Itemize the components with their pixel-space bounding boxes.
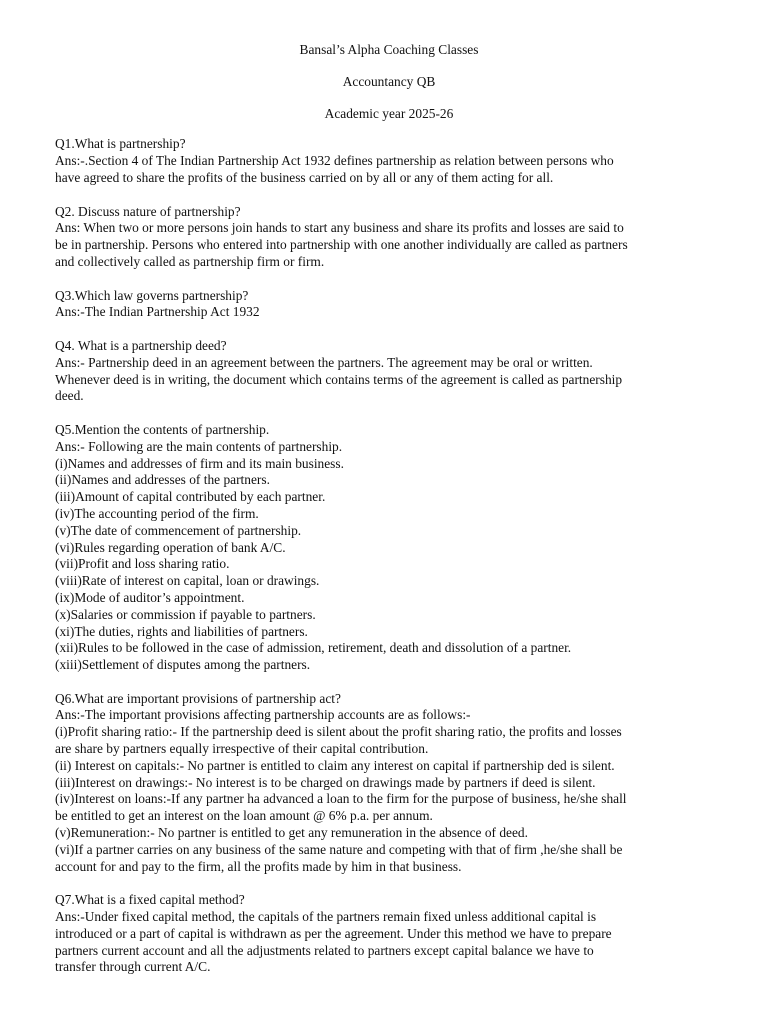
question-block-6 (55, 691, 723, 876)
answer-line: (xi)The duties, rights and liabilities of partners. (55, 623, 308, 639)
answer-line: (xii)Rules to be followed in the case of admission, retirement, death and dissolution of a partner. (55, 640, 572, 656)
answer-line: Ans:- Partnership deed in an agreement between the partners. The agreement may be oral or written. (55, 354, 593, 370)
academic-year: Academic year 2025-26 (324, 105, 454, 121)
question-text: Q4. What is a partnership deed? (55, 337, 227, 353)
question-text: Q5.Mention the contents of partnership. (55, 421, 270, 437)
institute-title: Bansal’s Alpha Coaching Classes (299, 42, 479, 57)
answer-line: (ix)Mode of auditor’s appointment. (55, 589, 245, 605)
answer-line: (ii) Interest on capitals:- No partner is entitled to claim any interest on capital if partnership ded is silent. (55, 757, 615, 773)
answer-line: transfer through current A/C. (55, 959, 211, 975)
answer-line: and collectively called as partnership firm or firm. (55, 253, 325, 269)
answer-line: be entitled to get an interest on the loan amount @ 6% p.a. per annum. (55, 808, 433, 824)
question-text: Q1.What is partnership? (55, 136, 186, 152)
answer-line: (iv)The accounting period of the firm. (55, 505, 259, 521)
question-block-5 (55, 422, 723, 674)
question-text: Q7.What is a fixed capital method? (55, 892, 245, 908)
question-text: Q6.What are important provisions of partnership act? (55, 690, 341, 706)
question-block-3 (55, 288, 723, 322)
answer-line: (vii)Profit and loss sharing ratio. (55, 556, 230, 572)
question-list (55, 136, 723, 976)
answer-line: Ans: When two or more persons join hands to start any business and share its profits and losses are said to (55, 220, 624, 236)
answer-line: (i)Names and addresses of firm and its main business. (55, 455, 344, 471)
answer-line: (ii)Names and addresses of the partners. (55, 472, 270, 488)
answer-line: be in partnership. Persons who entered into partnership with one another individually are called as partners (55, 237, 628, 253)
answer-line: (iii)Amount of capital contributed by each partner. (55, 489, 326, 505)
question-block-1 (55, 136, 723, 186)
answer-line: (viii)Rate of interest on capital, loan or drawings. (55, 573, 320, 589)
answer-line: Whenever deed is in writing, the document which contains terms of the agreement is called as partnership (55, 371, 623, 387)
answer-line: account for and pay to the firm, all the profits made by him in that business. (55, 858, 462, 874)
answer-line: (x)Salaries or commission if payable to partners. (55, 606, 316, 622)
answer-line: Ans:-.Section 4 of The Indian Partnership Act 1932 defines partnership as relation between persons who (55, 153, 614, 169)
answer-line: (vi)If a partner carries on any business of the same nature and competing with that of firm ,he/she shall be (55, 841, 623, 857)
answer-line: (v)The date of commencement of partnership. (55, 522, 302, 538)
answer-line: deed. (55, 388, 84, 404)
answer-line: Ans:- Following are the main contents of partnership. (55, 438, 343, 454)
answer-line: (v)Remuneration:- No partner is entitled to get any remuneration in the absence of deed. (55, 825, 528, 841)
question-text: Q3.Which law governs partnership? (55, 287, 249, 303)
answer-line: Ans:-The important provisions affecting partnership accounts are as follows:- (55, 707, 471, 723)
document-page (55, 42, 723, 993)
question-block-7 (55, 892, 723, 976)
answer-line: Ans:-The Indian Partnership Act 1932 (55, 304, 260, 320)
answer-line: are share by partners equally irrespective of their capital contribution. (55, 741, 429, 757)
answer-line: (i)Profit sharing ratio:- If the partnership deed is silent about the profit sharing ratio, the profits and losses (55, 724, 622, 740)
answer-line: Ans:-Under fixed capital method, the capitals of the partners remain fixed unless additional capital is (55, 909, 597, 925)
answer-line: (iii)Interest on drawings:- No interest is to be charged on drawings made by partners if deed is silent. (55, 774, 596, 790)
question-text: Q2. Discuss nature of partnership? (55, 203, 241, 219)
subject-title: Accountancy QB (342, 73, 436, 89)
answer-line: (iv)Interest on loans:-If any partner ha advanced a loan to the firm for the purpose of business, he/she shall (55, 791, 627, 807)
question-block-4 (55, 338, 723, 405)
answer-line: (xiii)Settlement of disputes among the partners. (55, 657, 311, 673)
answer-line: have agreed to share the profits of the business carried on by all or any of them acting for all. (55, 169, 554, 185)
answer-line: (vi)Rules regarding operation of bank A/C. (55, 539, 286, 555)
question-block-2 (55, 204, 723, 271)
answer-line: introduced or a part of capital is withdrawn as per the agreement. Under this method we have to prepare (55, 925, 612, 941)
answer-line: partners current account and all the adjustments related to partners except capital balance we have to (55, 942, 594, 958)
